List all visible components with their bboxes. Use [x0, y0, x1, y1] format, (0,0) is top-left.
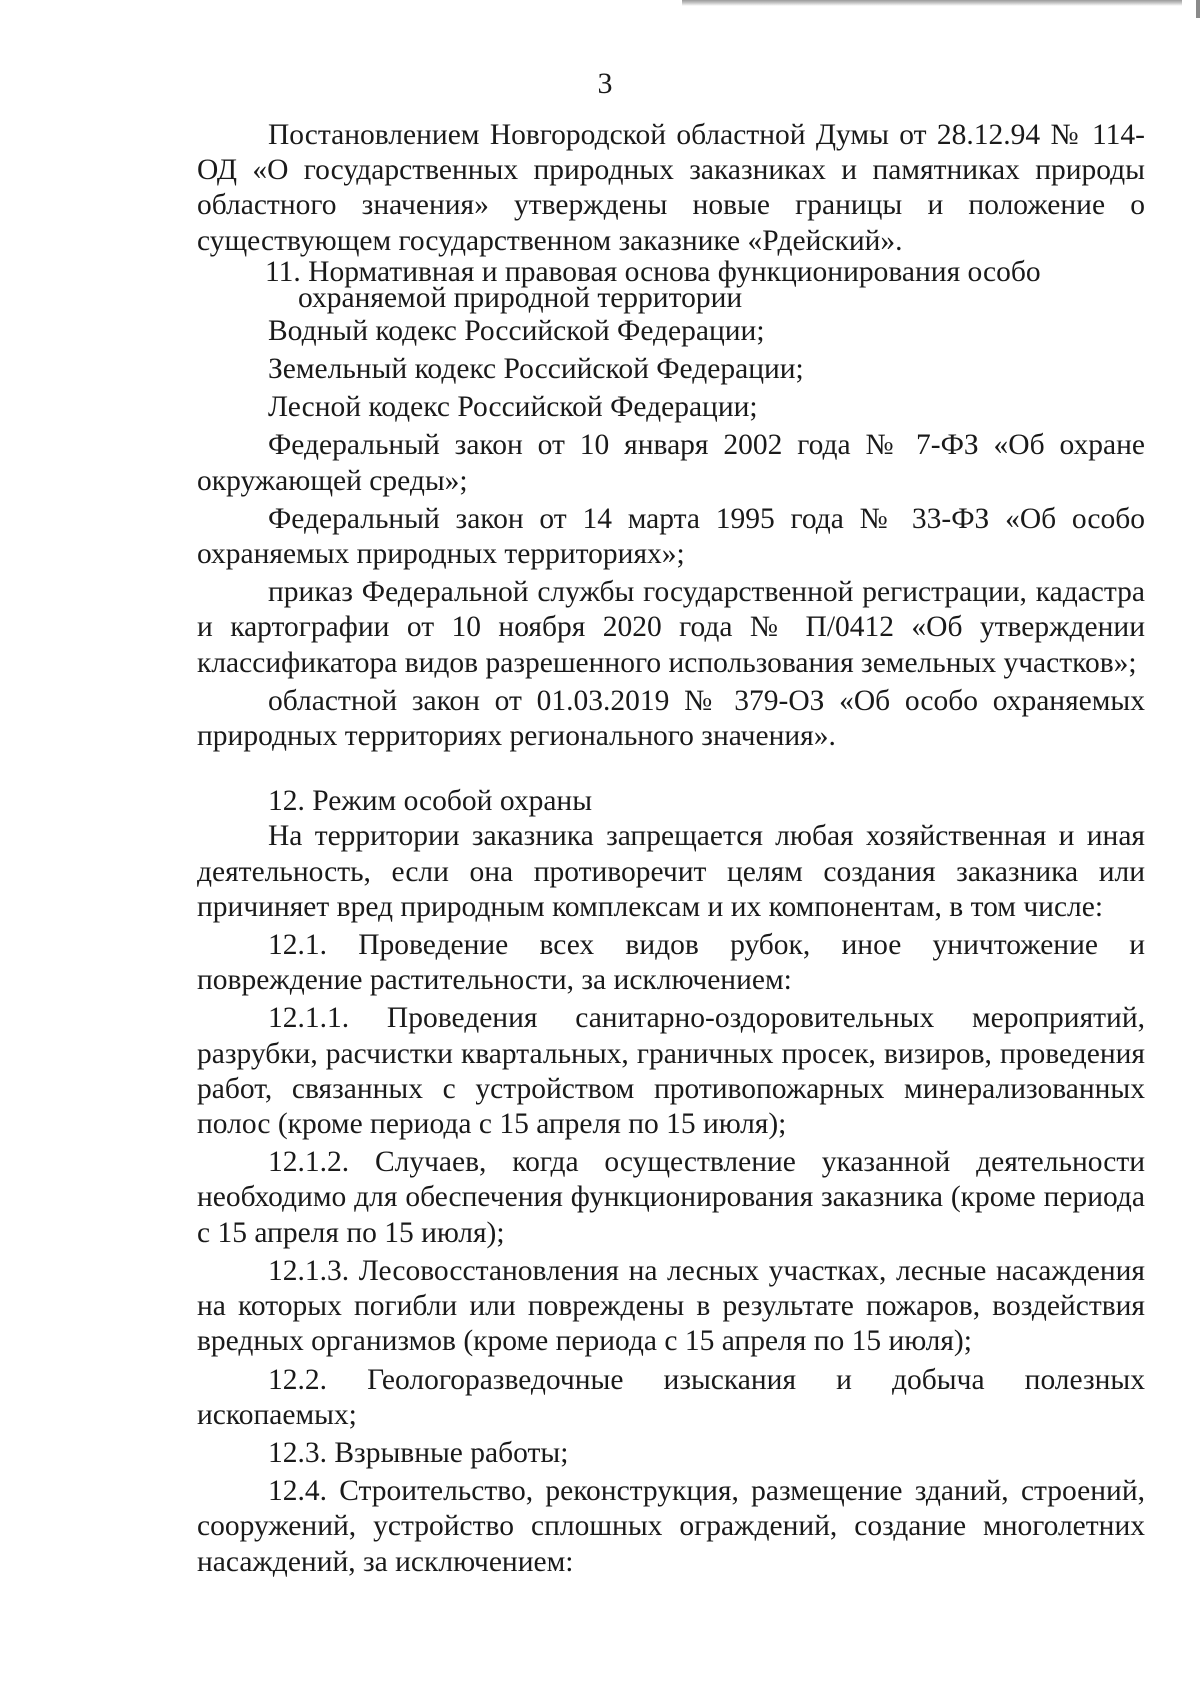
scan-edge-shadow [682, 0, 1182, 6]
clause-12-1-2: 12.1.2. Случаев, когда осуществление указанной деятельности необходимо для обеспечения функционирования заказника (кроме периода с 15 апреля по 15 июля); [197, 1146, 1145, 1249]
rosreestr-order-item: приказ Федеральной службы государственной регистрации, кадастра и картографии от 10 ноября 2020 года № П/0412 «Об утверждении классификатора видов разрешенного использования земельных участков»; [197, 576, 1145, 679]
section-11-heading: 11. Нормативная и правовая основа функционирования особо охраняемой природной территории [265, 255, 1041, 314]
forest-code-item: Лесной кодекс Российской Федерации; [268, 391, 758, 424]
clause-12-4: 12.4. Строительство, реконструкция, размещение зданий, строений, сооружений, устройство сплошных ограждений, создание многолетних насаждений, за исключением: [197, 1475, 1145, 1578]
clause-12-3: 12.3. Взрывные работы; [268, 1436, 569, 1469]
intro-paragraph: Постановлением Новгородской областной Думы от 28.12.94 № 114-ОД «О государственных природных заказниках и памятниках природы областного значения» утверждены новые границы и положение о существующем государственном заказнике «Рдейский». [197, 119, 1145, 257]
page-number: 3 [597, 67, 613, 100]
clause-12-2: 12.2. Геологоразведочные изыскания и добыча полезных ископаемых; [197, 1363, 1145, 1431]
federal-law-33fz-item: Федеральный закон от 14 марта 1995 года № 33-ФЗ «Об особо охраняемых природных территориях»; [197, 502, 1145, 571]
section-12-heading: 12. Режим особой охраны [268, 785, 593, 818]
land-code-item: Земельный кодекс Российской Федерации; [268, 353, 804, 386]
scan-edge-corner [1196, 0, 1200, 18]
section-12-intro: На территории заказника запрещается любая хозяйственная и иная деятельность, если она противоречит целям создания заказника или причиняет вред природным комплексам и их компонентам, в том числе: [197, 820, 1145, 923]
document-body [197, 118, 1145, 1580]
clause-12-1: 12.1. Проведение всех видов рубок, иное уничтожение и повреждение растительности, за исключением: [197, 929, 1145, 997]
regional-law-379oz-item: областной закон от 01.03.2019 № 379-ОЗ «Об особо охраняемых природных территориях регионального значения». [197, 684, 1145, 753]
clause-12-1-1: 12.1.1. Проведения санитарно-оздоровительных мероприятий, разрубки, расчистки квартальных, граничных просек, визиров, проведения работ, связанных с устройством противопожарных минерализованных полос (кроме периода с 15 апреля по 15 июля); [197, 1002, 1145, 1141]
water-code-item: Водный кодекс Российской Федерации; [268, 314, 765, 347]
clause-12-1-3: 12.1.3. Лесовосстановления на лесных участках, лесные насаждения на которых погибли или повреждены в результате пожаров, воздействия вредных организмов (кроме периода с 15 апреля по 15 июля); [197, 1254, 1145, 1358]
federal-law-7fz-item: Федеральный закон от 10 января 2002 года № 7-ФЗ «Об охране окружающей среды»; [197, 429, 1145, 497]
